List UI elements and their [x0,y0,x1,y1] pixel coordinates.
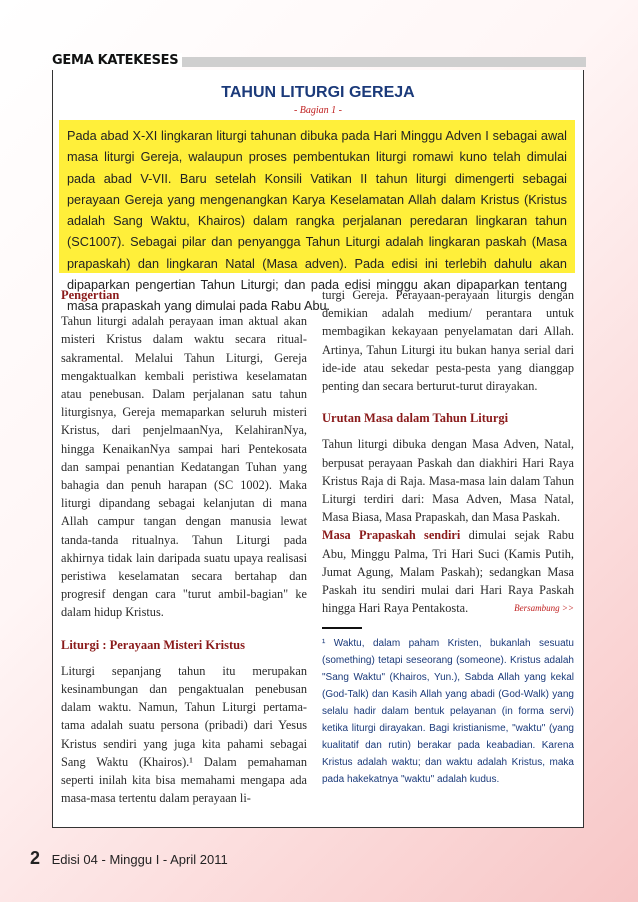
paragraph-pengertian: Tahun liturgi adalah perayaan iman aktual akan misteri Kristus dalam waktu secara ritual-sakramental. Melalui Tahun Liturgi, Gereja mengaktualkan kembali peristiwa keselamatan atau penebusan. Dalam perjalanan satu tahun liturgisnya, Gereja memaparkan seluruh misteri Kristus, dari penjelmaanNya, KelahiranNya, hingga KenaikanNya sampai hari Pentekosata dan sampai penantian Kedatangan Tuhan yang bahagia dan penuh harapan (SC 1002). Maka liturgi dipandang sebagai kelanjutan di mana Allah campur tangan dengan manusia lewat tanda-tanda ritualnya. Tahun Liturgi pada akhirnya tidak lain daripada suatu upaya realisasi peristiwa keselamatan secara bertahap dan progresif dengan cara "turut ambil-bagian" ke dalam hidup Kristus. [61,314,307,620]
paragraph-prapaskah [322,526,574,617]
continued-note: Bersambung >> [514,603,574,614]
page-number: 2 [30,848,41,868]
paragraph-urutan: Tahun liturgi dibuka dengan Masa Adven, Natal, berpusat perayaan Paskah dan diakhiri Hari Raya Kristus Raja di Raja. Masa-masa lain dalam Tahun Liturgi terdiri dari: Masa Adven, Masa Natal, Masa Biasa, Masa Prapaskah, dan Masa Paskah. [322,437,574,525]
publication-header [52,55,586,69]
section-heading-liturgi: Liturgi : Perayaan Misteri Kristus [61,637,245,652]
article-subtitle: - Bagian 1 - [293,105,343,116]
intro-paragraph: Pada abad X-XI lingkaran liturgi tahunan dibuka pada Hari Minggu Adven I sebagai awal masa liturgi Gereja, walaupun proses pembentukan liturgi romawi kuno telah dimulai pada abad V-VII. Baru setelah Konsili Vatikan II tahun liturgi dimengerti sebagai perayaan Gereja yang mengenangkan Karya Keselamatan Allah dalam Kristus (Kristus adalah Sang Waktu, Khairos) dalam rangka perjalanan peredaran lingkaran tahun (SC1007). Sebagai pilar dan penyangga Tahun Liturgi adalah lingkaran paskah (Masa prapaskah) dan lingkaran Natal (Masa adven). Pada edisi ini terlebih dahulu akan dipaparkan pengertian Tahun Liturgi; dan pada edisi minggu akan dipaparkan tentang masa prapaskah yang dimulai pada Rabu Abu. [59,120,575,273]
paragraph-liturgi: Liturgi sepanjang tahun itu merupakan kesinambungan dan pengaktualan penebusan dalam waktu. Namun, Tahun Liturgi pertama-tama adalah suatu persona (pribadi) dari Yesus Kristus sendiri yang juga kita pahami sebagai Sang Waktu (Khairos).¹ Dalam pemahaman seperti inilah kita bisa memahami mengapa ada masa-masa tertentu dalam perayaan li- [61,663,307,806]
paragraph-continuation: turgi Gereja. Perayaan-perayaan liturgis dengan demikian adalah medium/ perantara untuk membagikan kekayaan penyelamatan dari Allah. Artinya, Tahun Liturgi itu bukan hanya serial dari ide-ide atau sekedar pesta-pesta yang dianggap penting dan secara berturut-turut dirayakan. [322,288,574,394]
prapaskah-text: dimulai sejak Rabu Abu, Minggu Palma, Tri Hari Suci (Kamis Putih, Jumat Agung, Malam Paskah); sedangkan Masa Paskah itu sendiri mulai dari Hari Raya Paskah hingga Hari Raya Pentakosta. [322,528,574,616]
section-heading-pengertian: Pengertian [61,288,120,302]
right-column [322,286,574,788]
prapaskah-emphasis: Masa Prapaskah sendiri [322,528,461,543]
edition-label: Edisi 04 - Minggu I - April 2011 [51,852,228,867]
article-box [52,70,584,828]
publication-name: GEMA KATEKESES [52,53,182,68]
section-heading-urutan: Urutan Masa dalam Tahun Liturgi [322,411,509,426]
page-footer [30,848,228,869]
header-rule [156,57,586,67]
footnote: ¹ Waktu, dalam paham Kristen, bukanlah sesuatu (something) tetapi seseorang (someone). Kristus adalah "Sang Waktu" (Khairos, Yun.), Sabda Allah yang kekal (God-Talk) dan Kasih Allah yang abadi (God-Walk) yang selalu hadir dalam bentuk pelayanan (in forma servi) ketika liturgi dirayakan. Bagi kristianisme, "waktu" (yang kualitatif dan rutin) berakar pada keabadian. Karena Kristus adalah waktu; dan waktu adalah Kristus, maka pada hakekatnya "waktu" adalah kudus. [322,638,574,786]
article-title: TAHUN LITURGI GEREJA [221,84,415,101]
left-column [61,286,307,807]
footnote-rule [322,627,362,629]
